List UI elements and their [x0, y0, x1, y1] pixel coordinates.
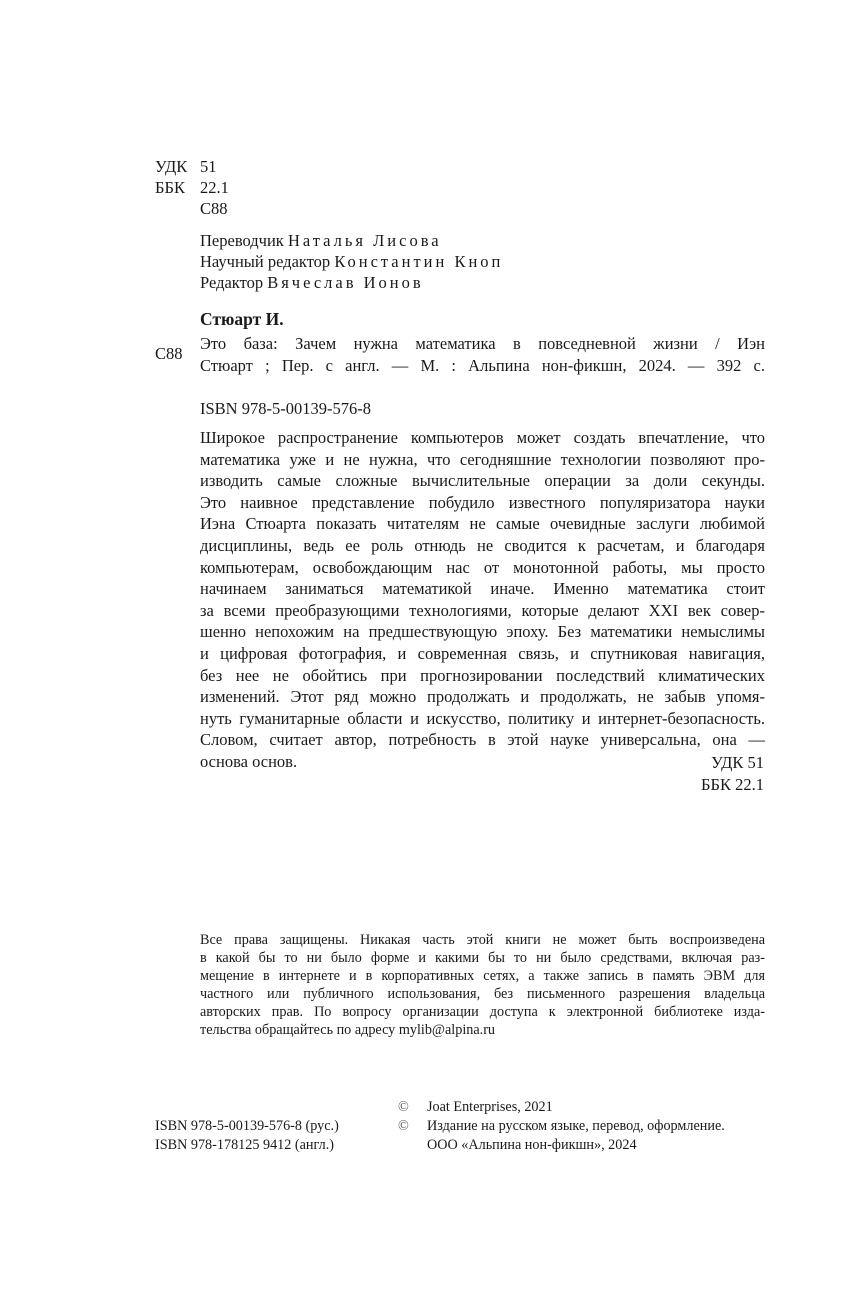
- text-line: изводить самые сложные вычислительные операции за доли секунды.: [200, 471, 765, 491]
- text-line: и цифровая фотография, и современная связь, и спутниковая навигация,: [200, 643, 765, 663]
- text-line: Это наивное представление побудило известного популяризатора науки: [200, 492, 765, 512]
- entry-description: [200, 333, 765, 376]
- text-line: в какой бы то ни было форме и какими бы то ни было средствами, включая раз-: [200, 950, 765, 966]
- text-line: без нее не обойтись при прогнозировании последствий климатических: [200, 665, 765, 685]
- entry-mark: С88: [155, 344, 183, 363]
- entry-isbn: ISBN 978-5-00139-576-8: [200, 399, 371, 418]
- text-line: шенно непохожим на предшествующую эпоху. Без математики немыслимы: [200, 622, 765, 642]
- credit-role: Редактор: [200, 273, 264, 292]
- credit-name: Вячеслав Ионов: [267, 273, 424, 292]
- copyright-line: Joat Enterprises, 2021: [427, 1099, 553, 1115]
- credit-translator: [200, 231, 442, 251]
- copyright-line: ООО «Альпина нон-фикшн», 2024: [427, 1137, 637, 1153]
- text-line: изменений. Этот ряд можно продолжать и продолжать, не забыв упомя-: [200, 687, 765, 707]
- abstract-udk: УДК 51: [711, 753, 764, 772]
- credit-role: Научный редактор: [200, 252, 331, 271]
- bbk-label: ББК: [155, 178, 185, 197]
- credit-editor: [200, 273, 424, 293]
- author-mark: С88: [200, 199, 228, 218]
- text-line: частного или публичного использования, без письменного разрешения владельца: [200, 986, 765, 1002]
- abstract-bbk: ББК 22.1: [701, 775, 764, 794]
- text-line: компьютерам, освобождающим нас от монотонной работы, мы просто: [200, 557, 765, 577]
- isbn-en: ISBN 978-178125 9412 (англ.): [155, 1137, 334, 1153]
- bbk-value: 22.1: [200, 178, 229, 197]
- entry-line: Это база: Зачем нужна математика в повседневной жизни / Иэн: [200, 334, 765, 353]
- text-line: дисциплины, ведь ее роль отнюдь не сводится к расчетам, и благодаря: [200, 535, 765, 555]
- entry-line: Стюарт ; Пер. с англ. — М. : Альпина нон-фикшн, 2024. — 392 с.: [200, 355, 765, 375]
- isbn-ru: ISBN 978-5-00139-576-8 (рус.): [155, 1118, 339, 1134]
- copyright-line: Издание на русском языке, перевод, оформление.: [427, 1118, 725, 1134]
- text-line: Иэна Стюарта показать читателям не самые очевидные заслуги любимой: [200, 514, 765, 534]
- credit-name: Наталья Лисова: [287, 231, 442, 250]
- text-line: математика уже и не нужна, что сегодняшние технологии позволяют про-: [200, 449, 765, 469]
- copyright-icon: ©: [398, 1118, 409, 1134]
- text-line: Все права защищены. Никакая часть этой книги не может быть воспроизведена: [200, 932, 765, 948]
- text-line: за всеми преобразующими технологиями, которые делают XXI век совер-: [200, 600, 765, 620]
- text-line: начинаем заниматься математикой иначе. Именно математика стоит: [200, 579, 765, 599]
- credit-name: Константин Кноп: [334, 252, 504, 271]
- udk-value: 51: [200, 157, 217, 176]
- abstract: [200, 427, 765, 773]
- text-line: тельства обращайтесь по адресу mylib@alpina.ru: [200, 1022, 496, 1038]
- credit-role: Переводчик: [200, 231, 284, 250]
- credit-science-editor: [200, 252, 503, 272]
- author-heading: Стюарт И.: [200, 309, 284, 329]
- text-line: авторских прав. По вопросу организации доступа к электронной библиотеке изда-: [200, 1004, 765, 1020]
- rights-notice: [200, 931, 765, 1039]
- text-line: нуть гуманитарные области и искусство, политику и интернет-безопасность.: [200, 708, 765, 728]
- copyright-icon: ©: [398, 1099, 409, 1115]
- text-line: мещение в интернете и в корпоративных сетях, а также запись в память ЭВМ для: [200, 968, 765, 984]
- text-line: Словом, считает автор, потребность в этой науке универсальна, она —: [200, 730, 765, 750]
- text-line: Широкое распространение компьютеров может создать впечатление, что: [200, 428, 765, 447]
- text-line: основа основ.: [200, 751, 298, 771]
- udk-label: УДК: [155, 157, 188, 176]
